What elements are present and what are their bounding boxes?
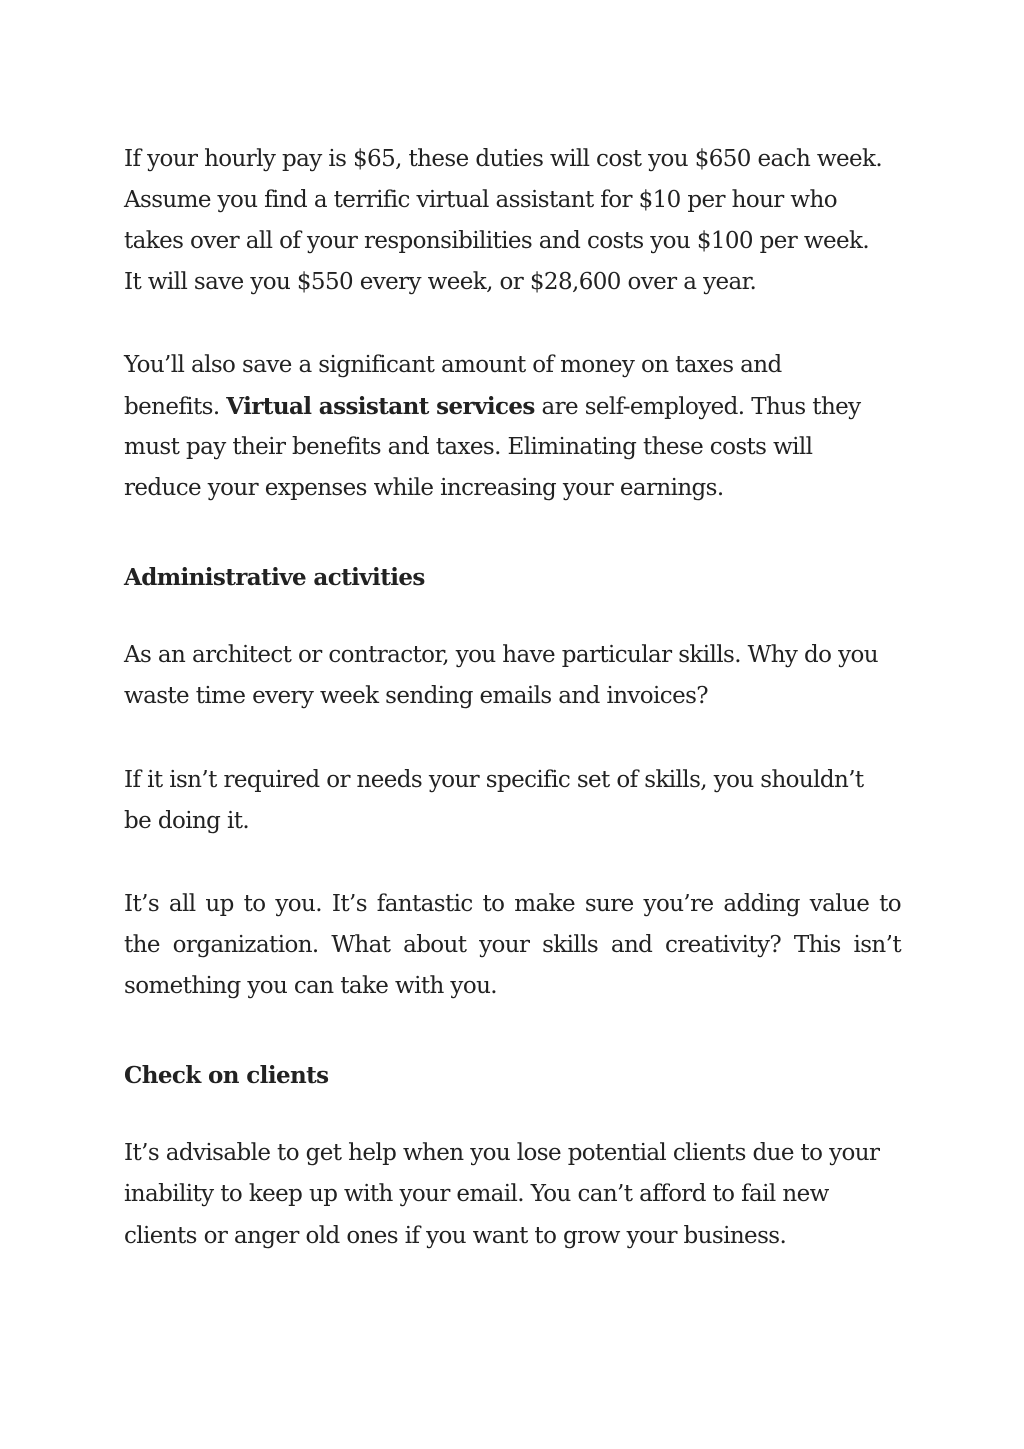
text-line: waste time every week sending emails and invoices?	[124, 683, 709, 709]
text-line: inability to keep up with your email. You can’t afford to fail new	[124, 1181, 829, 1207]
text-segment: benefits.	[124, 394, 227, 420]
text-line: It will save you $550 every week, or $28,600 over a year.	[124, 269, 757, 295]
bold-phrase-virtual-assistant-services: Virtual assistant services	[226, 393, 535, 420]
text-line: must pay their benefits and taxes. Eliminating these costs will	[124, 434, 813, 460]
text-line: takes over all of your responsibilities and costs you $100 per week.	[124, 228, 870, 254]
section-heading: Check on clients	[124, 1062, 329, 1089]
text-line: something you can take with you.	[124, 973, 498, 999]
text-line: As an architect or contractor, you have particular skills. Why do you	[124, 642, 878, 668]
text-line: Assume you find a terrific virtual assistant for $10 per hour who	[124, 187, 837, 213]
text-line: You’ll also save a significant amount of money on taxes and	[124, 352, 782, 378]
text-line: clients or anger old ones if you want to grow your business.	[124, 1223, 787, 1249]
text-line: If your hourly pay is $65, these duties will cost you $650 each week.	[124, 146, 883, 172]
text-line: be doing it.	[124, 808, 250, 834]
text-line	[124, 386, 861, 427]
text-segment: are self-employed. Thus they	[534, 394, 861, 420]
text-line: the organization. What about your skills and creativity? This isn’t	[124, 932, 901, 958]
section-heading: Administrative activities	[124, 564, 425, 591]
text-line: It’s all up to you. It’s fantastic to make sure you’re adding value to	[124, 891, 901, 917]
text-line: reduce your expenses while increasing your earnings.	[124, 475, 724, 501]
text-line: It’s advisable to get help when you lose potential clients due to your	[124, 1140, 880, 1166]
text-line: If it isn’t required or needs your specific set of skills, you shouldn’t	[124, 767, 864, 793]
